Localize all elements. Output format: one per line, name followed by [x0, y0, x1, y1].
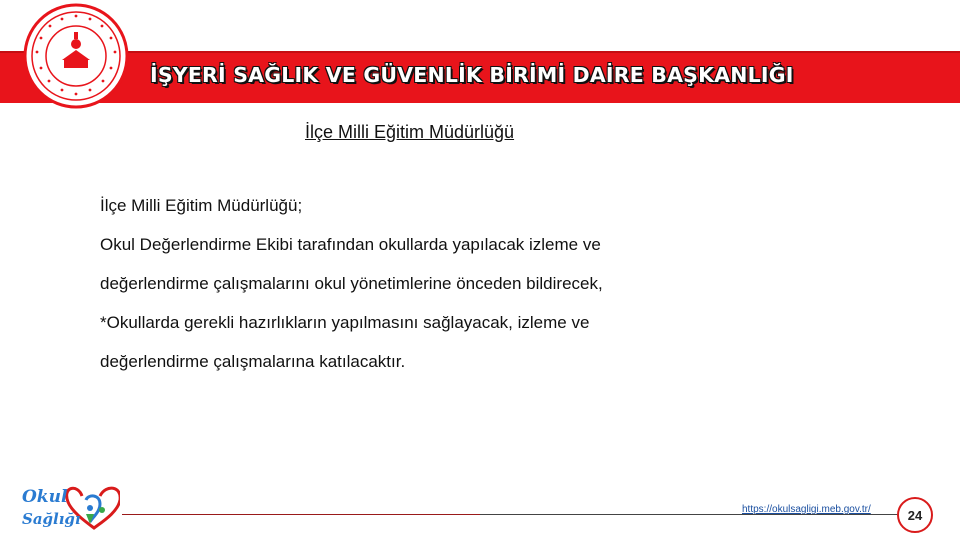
- body-line: *Okullarda gerekli hazırlıkların yapılmasını sağlayacak, izleme ve: [100, 313, 590, 332]
- footer-url-link[interactable]: https://okulsagligi.meb.gov.tr/: [742, 504, 871, 515]
- header-title: İŞYERİ SAĞLIK VE GÜVENLİK BİRİMİ DAİRE BAŞKANLIĞI: [150, 63, 794, 87]
- header-banner: [0, 51, 960, 103]
- logo-text-okul: Okul: [22, 487, 68, 507]
- logo-text-sagligi: Sağlığı: [22, 510, 81, 528]
- body-line: Okul Değerlendirme Ekibi tarafından okullarda yapılacak izleme ve: [100, 235, 601, 254]
- slide-subtitle: İlçe Milli Eğitim Müdürlüğü: [305, 122, 515, 142]
- ministry-seal-logo: [22, 2, 130, 110]
- page-number: 24: [907, 507, 923, 523]
- body-line: İlçe Milli Eğitim Müdürlüğü;: [100, 196, 303, 215]
- body-line: değerlendirme çalışmalarına katılacaktır.: [100, 352, 406, 371]
- body-line: değerlendirme çalışmalarını okul yönetimlerine önceden bildirecek,: [100, 274, 603, 293]
- page-number-badge: [897, 497, 933, 533]
- slide-body: [100, 196, 820, 391]
- okul-sagligi-logo: [20, 478, 120, 536]
